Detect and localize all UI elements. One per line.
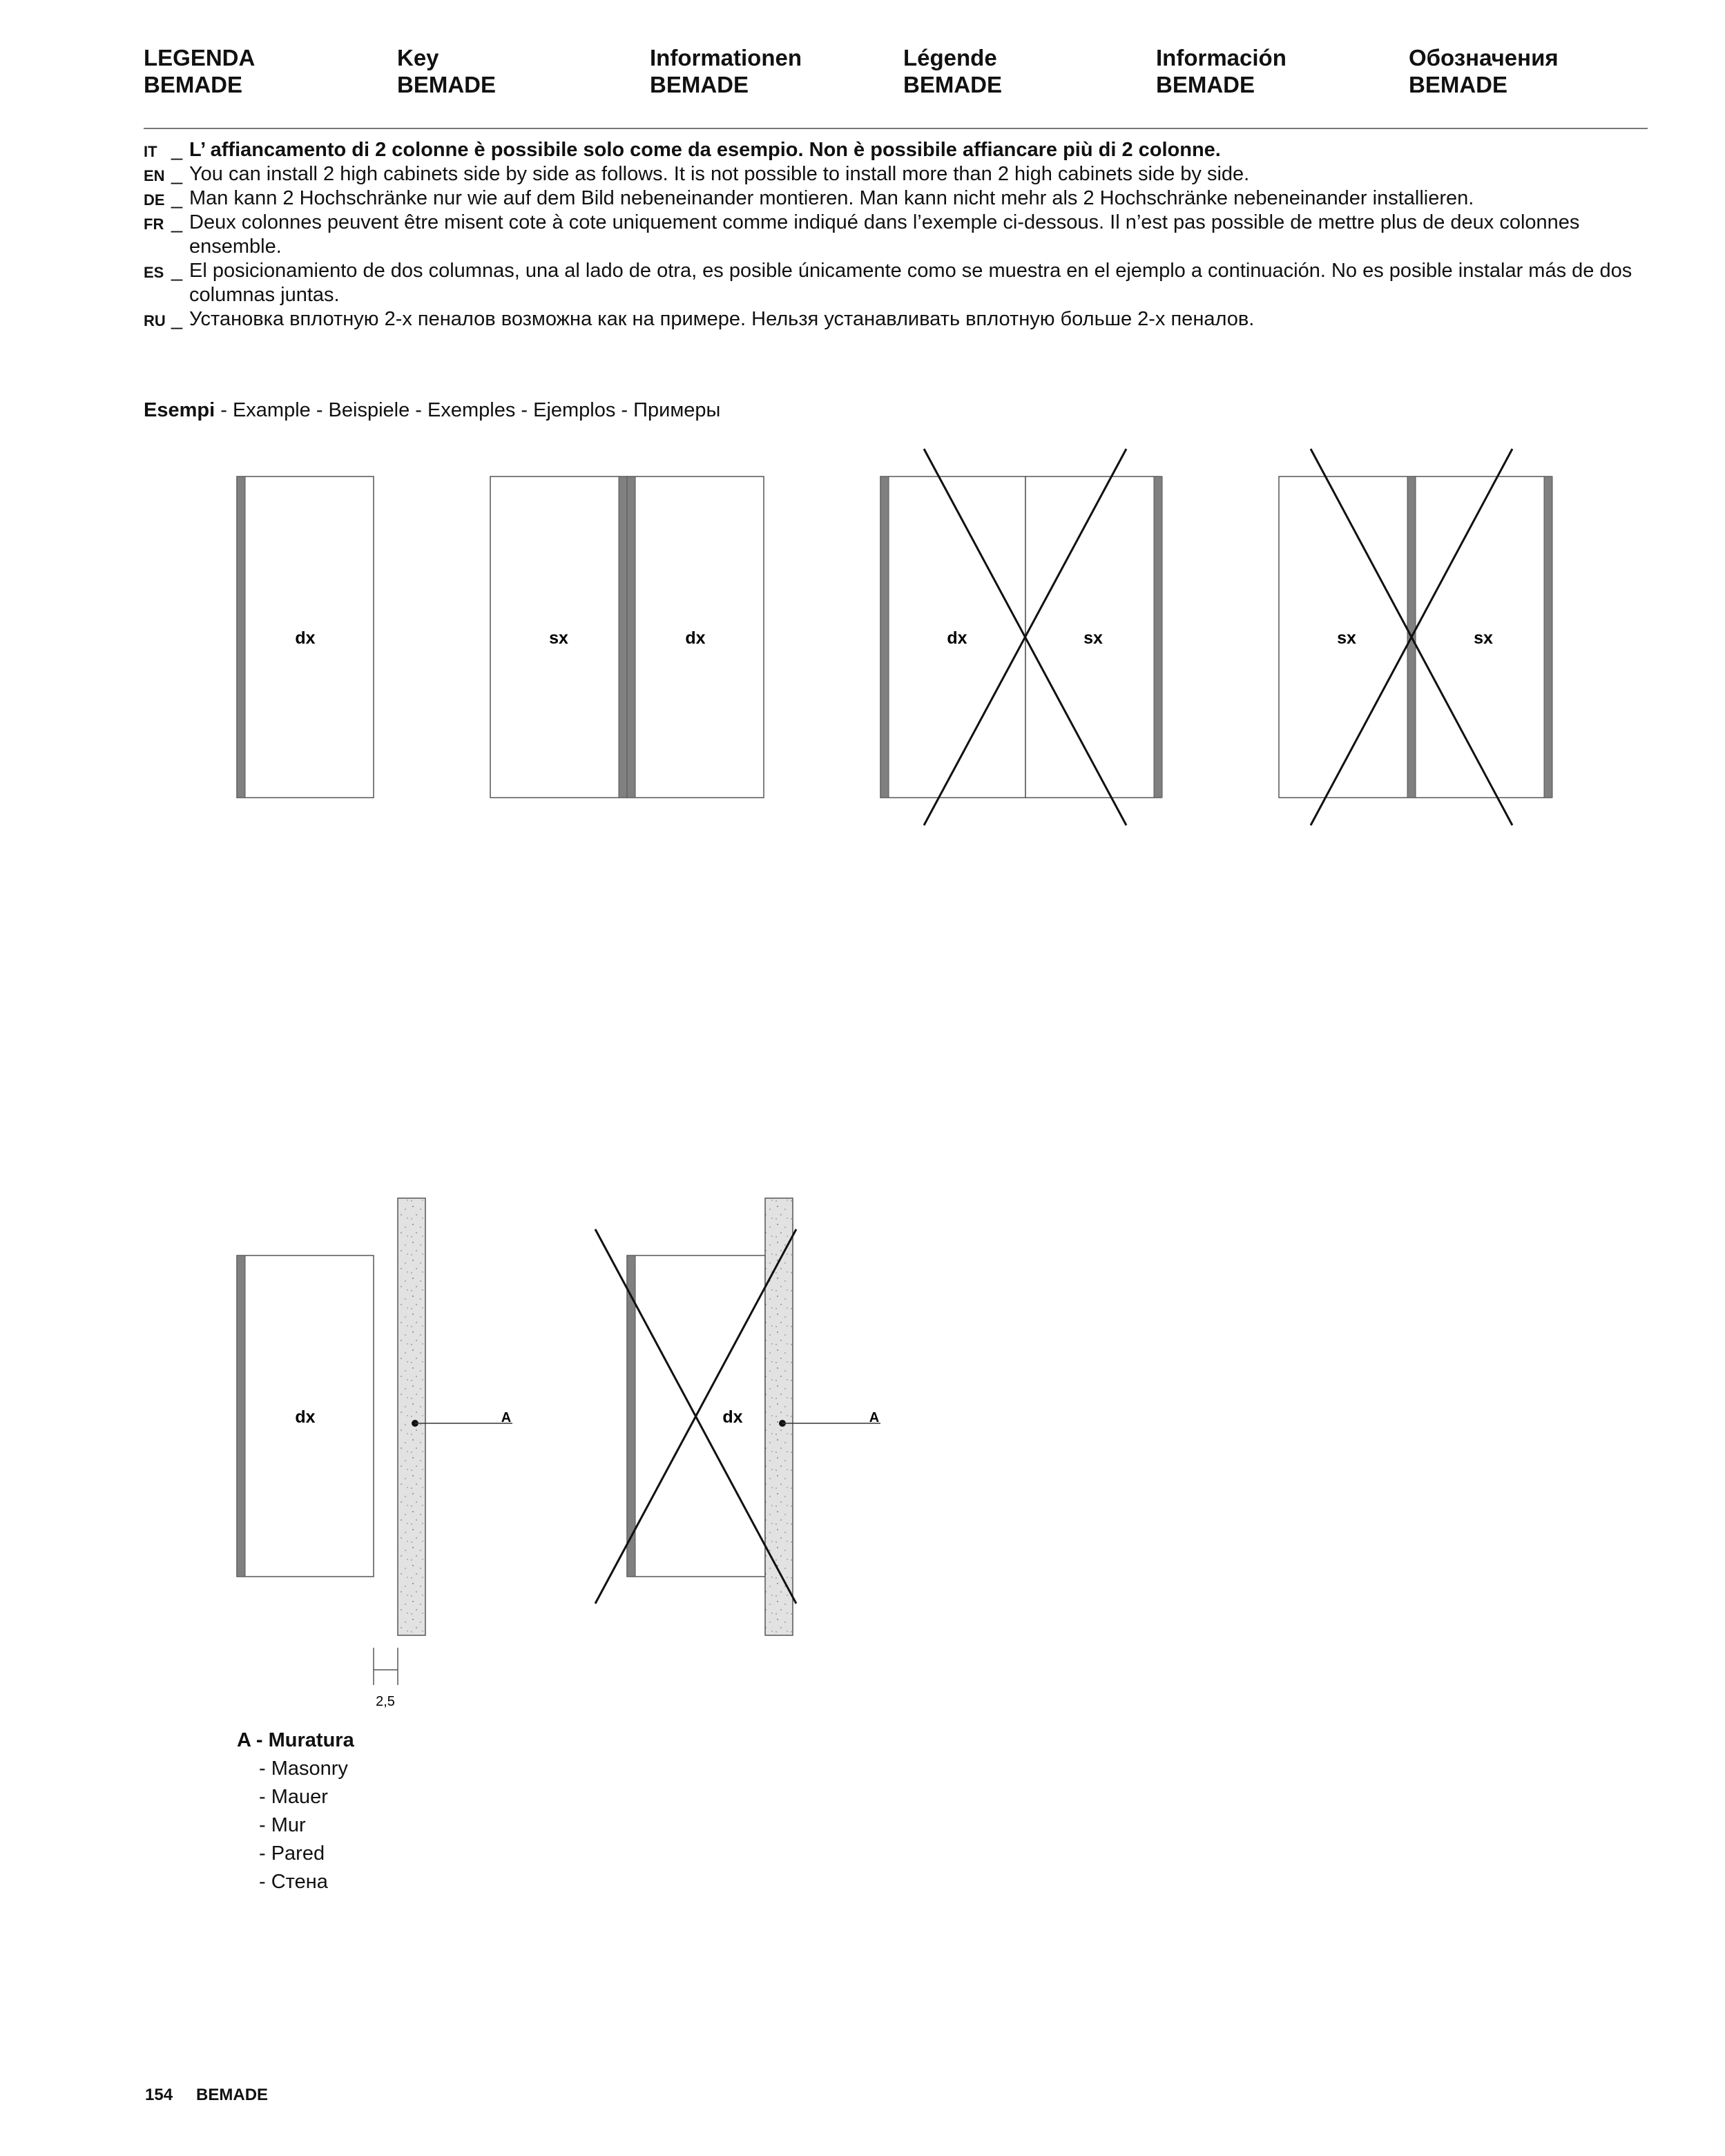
header-title: Información xyxy=(1156,45,1286,70)
header-subtitle: BEMADE xyxy=(650,72,749,97)
header-subtitle: BEMADE xyxy=(397,72,497,97)
legend-head: A - Muratura xyxy=(237,1729,354,1751)
lang-separator: _ xyxy=(171,163,183,185)
legend xyxy=(237,1726,354,1896)
header-subtitle: BEMADE xyxy=(1409,72,1508,97)
header-subtitle: BEMADE xyxy=(903,72,1003,97)
lang-code: EN xyxy=(144,167,165,184)
hinge-strip xyxy=(880,477,889,798)
masonry-wall xyxy=(398,1198,425,1635)
hinge-strip xyxy=(619,477,627,798)
note-text: You can install 2 high cabinets side by side as follows. It is not possible to install more than 2 high cabinets side by side. xyxy=(189,163,1250,185)
hinge-strip xyxy=(1154,477,1162,798)
page-number: 154 xyxy=(145,2086,173,2104)
cabinet-label: dx xyxy=(295,1407,316,1427)
cabinet-label: sx xyxy=(1083,628,1103,648)
cabinet-label: dx xyxy=(722,1407,743,1427)
header-title: Légende xyxy=(903,45,997,70)
hinge-strip xyxy=(1544,477,1552,798)
footer-brand: BEMADE xyxy=(196,2086,269,2104)
legend-item: - Pared xyxy=(259,1842,325,1865)
note-text: L’ affiancamento di 2 colonne è possibile solo come da esempio. Non è possibile affiancare più di 2 colonne. xyxy=(189,139,1221,161)
lang-code: IT xyxy=(144,143,157,160)
page-footer xyxy=(145,2086,268,2105)
dimension-value: 2,5 xyxy=(376,1694,395,1709)
hinge-strip xyxy=(237,477,245,798)
examples-title-rest: - Example - Beispiele - Exemples - Ejemplos - Примеры xyxy=(215,399,721,421)
header-title: LEGENDA xyxy=(144,45,256,70)
lang-separator: _ xyxy=(171,260,183,282)
hinge-strip xyxy=(627,477,635,798)
note-text: Установка вплотную 2-х пеналов возможна как на примере. Нельзя устанавливать вплотную больше 2-х пеналов. xyxy=(189,308,1255,330)
lang-code: RU xyxy=(144,312,166,329)
note-text: Man kann 2 Hochschränke nur wie auf dem Bild nebeneinander montieren. Man kann nicht mehr als 2 Hochschränke nebeneinander installieren. xyxy=(189,187,1474,209)
diagram-pair-sx-sx-invalid xyxy=(1279,449,1552,825)
header-title: Обозначения xyxy=(1409,45,1559,70)
diagram-pair-sx-dx xyxy=(490,477,764,798)
lang-code: FR xyxy=(144,215,164,233)
diagram-single-dx xyxy=(237,477,374,798)
wall-label: A xyxy=(501,1410,512,1425)
cabinet-label: sx xyxy=(1337,628,1356,648)
note-text: Deux colonnes peuvent être misent cote à cote uniquement comme indiqué dans l’exemple ci-dessous. Il n’est pas possible de mettre plus de deux colonnes ensemble. xyxy=(189,211,1580,258)
lang-separator: _ xyxy=(171,187,183,209)
lang-code: DE xyxy=(144,191,165,209)
diagram-wall-gap xyxy=(237,1198,512,1709)
examples-title-bold: Esempi xyxy=(144,399,215,421)
cabinet-label: dx xyxy=(947,628,967,648)
legend-item: - Mauer xyxy=(259,1786,328,1808)
diagram-pair-dx-sx-invalid xyxy=(880,449,1162,825)
header-title: Key xyxy=(397,45,439,70)
cabinet-label: sx xyxy=(549,628,568,648)
lang-separator: _ xyxy=(171,139,183,161)
diagram-wall-flush-invalid xyxy=(595,1198,880,1635)
header-subtitle: BEMADE xyxy=(1156,72,1255,97)
header-title: Informationen xyxy=(650,45,802,70)
wall-label: A xyxy=(869,1410,880,1425)
header-subtitle: BEMADE xyxy=(144,72,243,97)
cabinet-label: dx xyxy=(295,628,316,648)
hinge-strip xyxy=(237,1255,245,1577)
cabinet-label: sx xyxy=(1474,628,1493,648)
lang-separator: _ xyxy=(171,308,183,330)
lang-code: ES xyxy=(144,264,164,281)
cabinet-label: dx xyxy=(685,628,706,648)
legend-item: - Mur xyxy=(259,1814,306,1836)
note-text: El posicionamiento de dos columnas, una al lado de otra, es posible únicamente como se muestra en el ejemplo a continuación. No es posible instalar más de dos columnas juntas. xyxy=(189,260,1632,306)
legend-item: - Стена xyxy=(259,1871,328,1893)
lang-separator: _ xyxy=(171,211,183,233)
legend-item: - Masonry xyxy=(259,1758,348,1780)
